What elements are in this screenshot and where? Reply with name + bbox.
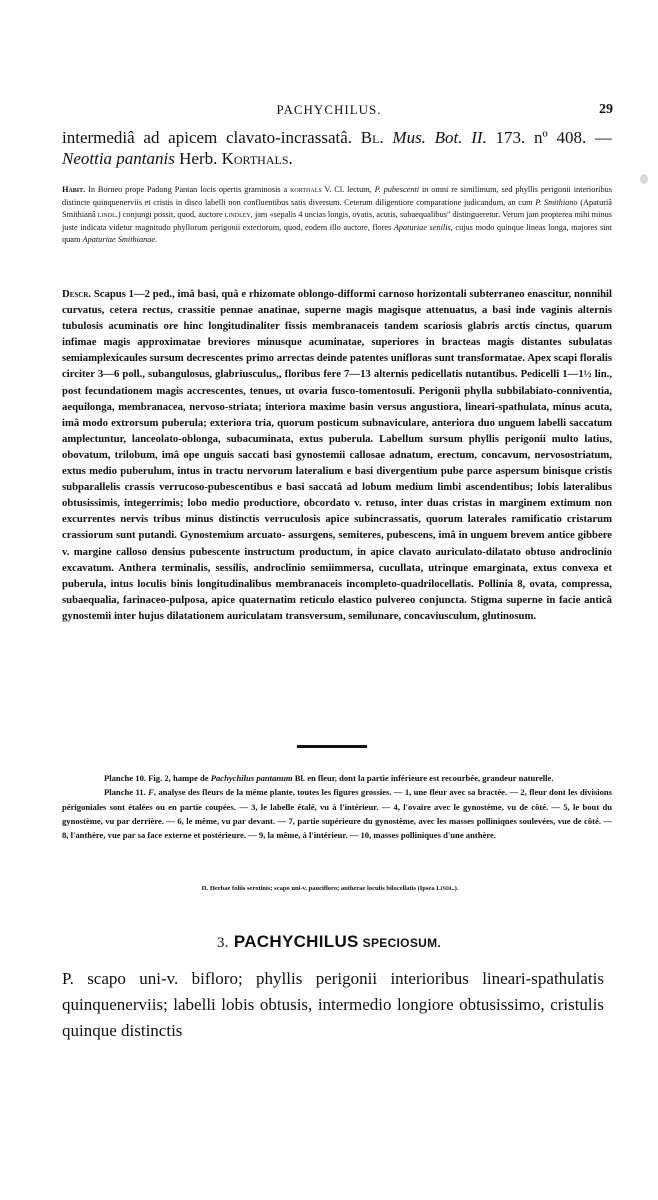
habit-text: (Apaturiâ Smithianâ	[62, 197, 612, 219]
apaturiae-smithianae-name: Apaturiae Smithianae.	[82, 235, 158, 244]
p-pubescenti-name: P. pubescenti	[374, 185, 420, 194]
habitat-paragraph	[62, 184, 612, 247]
herb-text: Herb.	[174, 149, 222, 168]
species-genus: PACHYCHILUS	[233, 932, 359, 951]
habit-text: , jam «sepalis 4 uncias longis, ovatis, acutis, subaequalibus" distingueretur. Verum jam propterea mihi minus juste indicata videtur magnitudo phyllorum perigonii exteriorum, quod, eodem illo auctore, flores	[62, 210, 612, 232]
habit-text: in omni re similimum, sed phyllis perigonii interioribus distincte quinquenerviis et cristis in disco labelli non confluentibus satis diversum. Ceterum diligentiore comparatione judicandum, an cum	[62, 185, 612, 207]
ref-number: 173. nº 408. —	[486, 128, 613, 147]
plate-caption-text: Bl. en fleur, dont la partie inférieure est recourbée, grandeur naturelle.	[292, 773, 554, 783]
plate-11-caption	[62, 785, 612, 842]
scan-speck	[640, 174, 648, 184]
habit-text: , cujus modo quinque lineas longa, majores sint quam	[62, 222, 612, 244]
plate-10-caption	[62, 771, 612, 785]
plate-fig-letter: F	[148, 787, 154, 798]
species-diagnosis: P. scapo uni-v. bifloro; phyllis perigonii interioribus lineari-spathulatis quinquenerviis; labelli lobis obtusis, intermedio longiore obtusissimo, cristulis quinque distinctis	[62, 969, 604, 1040]
author-bl: Bl.	[360, 128, 384, 147]
lindley-name: lindley	[224, 210, 251, 219]
section-note-close: ).	[454, 885, 459, 892]
habit-text: In Borneo prope Padong Pantan locis opertis graminosis a	[85, 185, 291, 194]
descr-label: Descr.	[62, 288, 92, 300]
running-head: PACHYCHILUS.	[276, 102, 382, 117]
lindl-abbrev: lindl.	[97, 210, 118, 219]
species-title	[0, 932, 658, 952]
section-note-text: II. Herbae foliis serotinis; scapo uni-v. paucifloro; antherae loculis bilocellatis (Ipsea	[201, 885, 437, 892]
p-smithiano-name: P. Smithiano	[535, 197, 578, 207]
korthals-small: korthals	[290, 185, 322, 194]
page-number: 29	[599, 102, 613, 117]
section-divider	[297, 745, 367, 748]
description-text: Scapus 1—2 ped., imâ basi, quâ e rhizomate oblongo-difformi carnoso horizontali subterraneo enascitur, nonnihil curvatus, cetera rectus, crassitie pennae anatinae, superne magis magisque attenuatus, a basi inde vaginis alternis tubulosis acuminatis ore hinc longitudinaliter fissis membranaceis tandem scariosis glabris arctis cinctus, quarum infimae magis approximatae breviores minusque acuminatae, superiores in bracteas magis distantes subulatas semiamplexicaules sursum decrescentes primo arrectas deinde patentes unifloras sunt transformatae. Apex scapi floralis circiter 3—6 poll., subangulosus, glabriusculus,, floribus fere 7—13 alternis pedicellatis nutantibus. Pedicelli 1—1½ lin., post fecundationem magis accrescentes, tenues, ut ovaria fusco-tomentosuli. Perigonii phylla subbilabiato-conniventia, aequilonga, membranacea, nervoso-striata; interiora maxime basin versus angustiora, lineari-spathulata, minus acuta, imâ modo extrorsum puberula; exteriora tria, quorum posticum subnaviculare, anteriora duo unguem labelli saccatum amplectuntur, lanceolato-oblonga, subacuminata, extus puberula. Labellum sursum phyllis perigonii multo latius, obovatum, trilobum, imâ ope unguis saccati basi gynostemii callosae adnatum, erectum, concavum, nervosostriatum, extus medio puberulum, intus in tractu nervorum lateralium e basi divergentium pube parce aspersum binisque cristis subparallelis crassis verrucoso-pubescentibus e basi saccatâ ad lobum medium limbi ascendentibus; lobis lateralibus obtusissimis, integerrimis; lobo medio productiore, obcordato v. retuso, inter duas cristas in marginem extimum non excurrentes nervis tribus minus distinctis verruculosis apice subincrassatis, quorum laterales ramificatio cristarum crassiorum sunt putandi. Gynostemium arcuato- assurgens, semiteres, pubescens, imâ in unguem brevem antice gibbere v. margine calloso densius pubescente instructum productum, in apice clavato auriculato-dilatato obtuso androclinio excavatum. Anthera terminalis, sessilis, androclinio semiimmersa, cucullata, utrinque emarginata, extus convexa et puberula, intus loculis binis longitudinalibus membranaceis incompleto-quadrilocellatis. Pollinia 8, ovata, compressa, subaequalia, farinaceo-pulposa, apice quaternatim reticulo elastico pulvereo conjuncta. Stigma superne in facie anticâ gynostemii inter hujus dilatationem auriculatam transversum, semilunare, concaviusculum, glutinosum.	[62, 288, 612, 622]
habit-text: ) conjungi possit, quod, auctore	[117, 210, 225, 219]
plate-caption-text: Planche 11.	[104, 787, 149, 798]
neottia-name: Neottia pantanis	[62, 149, 175, 168]
mus-bot-ref: Mus. Bot. II.	[392, 128, 487, 147]
habit-label: Habit.	[62, 185, 86, 194]
species-epithet: SPECIOSUM.	[362, 936, 442, 950]
intro-paragraph	[62, 127, 612, 169]
plate-captions	[62, 771, 612, 842]
page-header	[0, 102, 658, 120]
description-paragraph	[62, 286, 612, 624]
apaturiae-senilis-name: Apaturiae senilis	[393, 222, 451, 232]
plate-caption-text: , analyse des fleurs de la même plante, toutes les figures grossies. — 1, une fleur avec sa bractée. — 2, fleur dont les divisions périgoniales sont étalées ou en partie coupées. — 3, le labelle étalé, vu à l'intérieur. — 4, l'ovaire avec le gynostème, vu de côté. — 5, le bout du gynostème, vu par derrière. — 6, le même, vu par devant. — 7, partie supérieure du gynostème, avec les masses polliniques soulevées, vue de côté. — 8, l'anthère, vue par sa face externe et postérieure. — 9, la même, à l'intérieur. — 10, masses polliniques d'une anthère.	[62, 787, 613, 841]
plate-species-name: Pachychilus pantanum	[210, 773, 293, 783]
habit-text: V. Cl. lectum,	[321, 185, 375, 194]
plate-caption-text: Planche 10. Fig. 2, hampe de	[104, 773, 211, 783]
species-number: 3.	[216, 935, 229, 951]
section-heading-note	[100, 885, 560, 892]
intro-text: intermediâ ad apicem clavato-incrassatâ.	[62, 128, 361, 147]
lindl-abbrev: Lindl.	[436, 885, 455, 892]
korthals-name: Korthals.	[221, 149, 293, 168]
